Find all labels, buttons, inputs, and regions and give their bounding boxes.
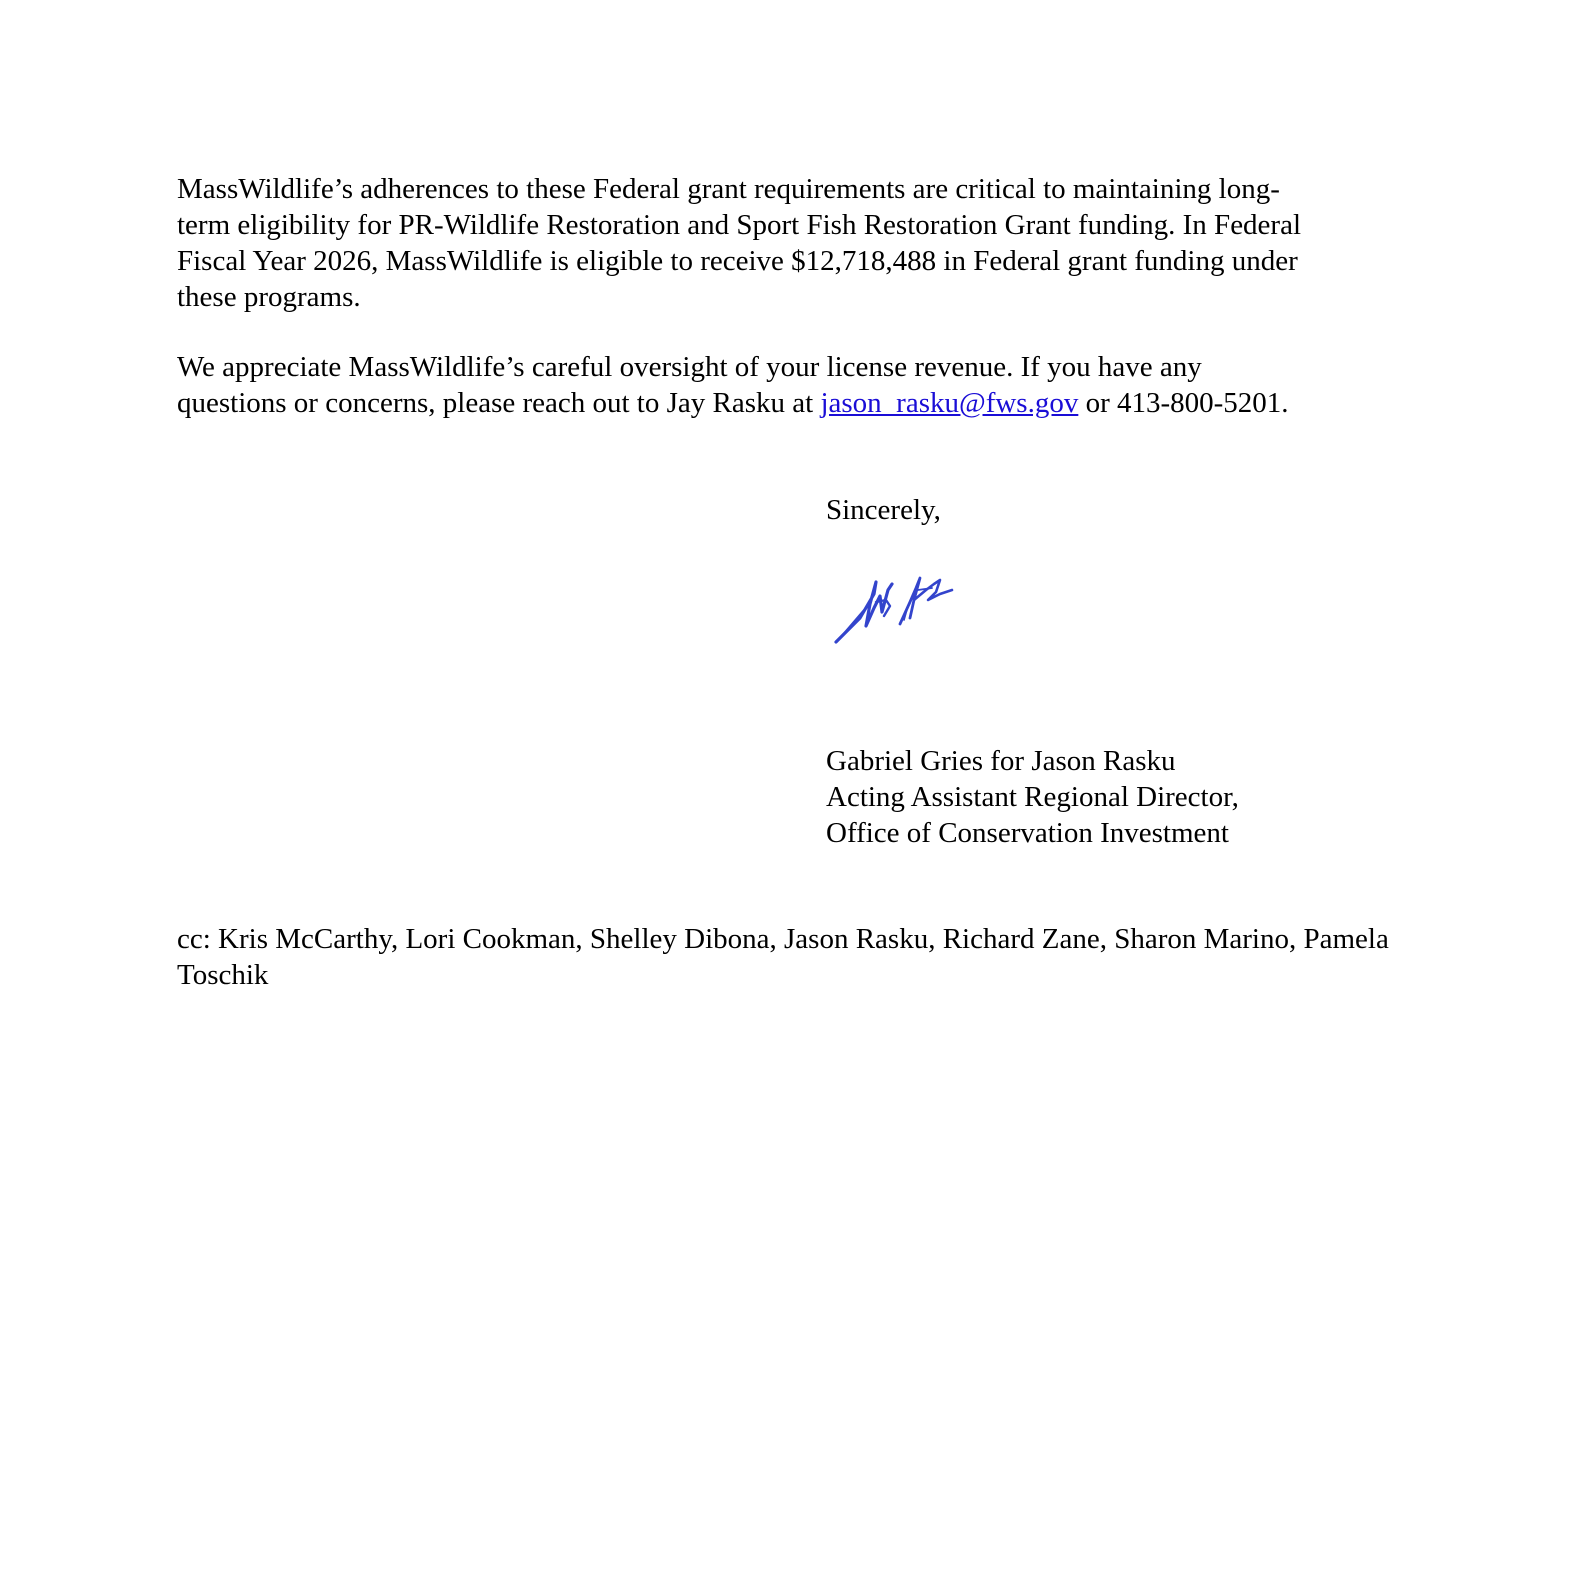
cc-list bbox=[177, 921, 1389, 993]
email-link[interactable]: jason_rasku@fws.gov bbox=[820, 387, 1079, 419]
paragraph-line bbox=[177, 385, 1289, 421]
paragraph-line: We appreciate MassWildlife’s careful oversight of your license revenue. If you have any bbox=[177, 351, 1202, 383]
paragraph-line: term eligibility for PR-Wildlife Restoration and Sport Fish Restoration Grant funding. In Federal bbox=[177, 209, 1302, 241]
paragraph-line: Fiscal Year 2026, MassWildlife is eligible to receive $12,718,488 in Federal grant funding under bbox=[177, 245, 1298, 277]
cc-line: cc: Kris McCarthy, Lori Cookman, Shelley Dibona, Jason Rasku, Richard Zane, Sharon Marino, Pamela bbox=[177, 923, 1389, 955]
signer-name: Gabriel Gries for Jason Rasku bbox=[826, 745, 1176, 777]
paragraph-line: MassWildlife’s adherences to these Federal grant requirements are critical to maintaining long- bbox=[177, 173, 1280, 205]
paragraph-line: these programs. bbox=[177, 281, 361, 313]
signer-block bbox=[826, 743, 1239, 851]
signer-office: Office of Conservation Investment bbox=[826, 817, 1229, 849]
signer-title: Acting Assistant Regional Director, bbox=[826, 781, 1239, 813]
handwritten-signature-icon bbox=[830, 560, 965, 650]
contact-paragraph bbox=[177, 349, 1289, 421]
contact-text-prefix: questions or concerns, please reach out to Jay Rasku at bbox=[177, 387, 821, 419]
eligibility-paragraph bbox=[177, 171, 1301, 315]
closing-salutation: Sincerely, bbox=[826, 494, 941, 526]
cc-line: Toschik bbox=[177, 959, 269, 991]
contact-text-suffix: or 413-800-5201. bbox=[1078, 387, 1289, 419]
